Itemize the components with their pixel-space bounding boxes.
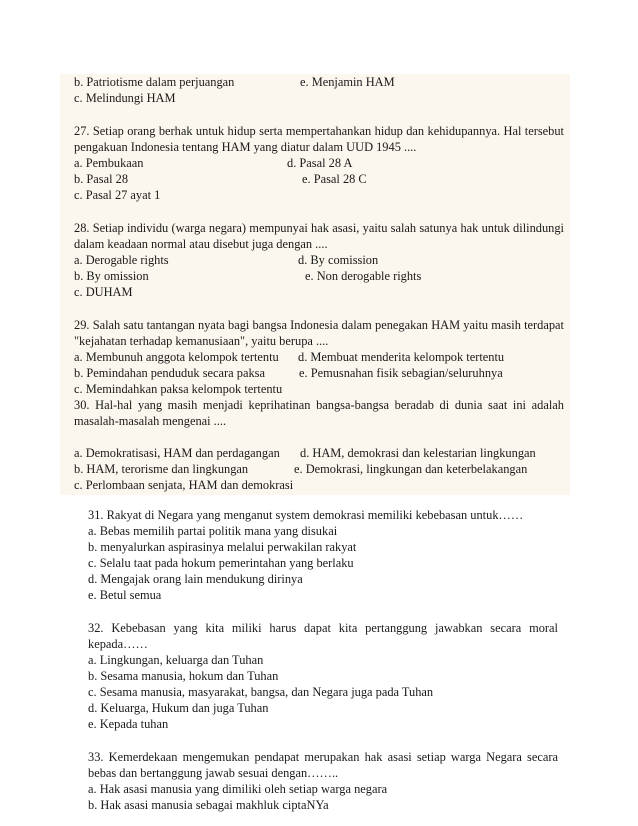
question-29 (60, 317, 570, 397)
option-row (60, 187, 570, 203)
option-row (60, 445, 570, 461)
option-d: d. Pasal 28 A (287, 156, 353, 170)
option-row (60, 365, 570, 381)
option-c: c. Selalu taat pada hokum pemerintahan yang berlaku (88, 556, 354, 570)
option-d: d. Membuat menderita kelompok tertentu (298, 350, 505, 364)
question-30 (60, 397, 570, 493)
option-b: b. Pemindahan penduduk secara paksa (74, 366, 265, 380)
spacer (88, 732, 564, 749)
option-e: e. Kepada tuhan (88, 717, 169, 731)
option-a: a. Pembukaan (74, 156, 144, 170)
option-row (60, 477, 570, 493)
option-c: c. Sesama manusia, masyarakat, bangsa, dan Negara juga pada Tuhan (88, 685, 434, 699)
question-31 (88, 507, 564, 603)
option-row (60, 252, 570, 268)
option-e: e. Pasal 28 C (302, 172, 367, 186)
spacer (88, 495, 564, 507)
question-text: 28. Setiap individu (warga negara) mempunyai hak asasi, yaitu salah satunya hak untuk dilindungi dalam keadaan normal atau disebut juga dengan .... (74, 221, 564, 251)
option-b: b. Pasal 28 (74, 172, 129, 186)
document-page (60, 74, 570, 813)
option-row (60, 268, 570, 284)
option-row (60, 90, 570, 106)
option-c: c. Memindahkan paksa kelompok tertentu (74, 382, 283, 396)
option-b: b. Hak asasi manusia sebagai makhluk ciptaNYa (88, 798, 329, 812)
option-row (60, 74, 570, 90)
spacer (60, 106, 570, 123)
spacer (60, 300, 570, 317)
spacer (60, 203, 570, 220)
option-c: c. DUHAM (74, 285, 133, 299)
option-d: d. Mengajak orang lain mendukung dirinya (88, 572, 303, 586)
question-33 (88, 749, 564, 813)
question-32 (88, 620, 564, 732)
option-row (60, 461, 570, 477)
option-row (60, 171, 570, 187)
question-28 (60, 220, 570, 300)
option-row (60, 349, 570, 365)
option-d: d. Keluarga, Hukum dan juga Tuhan (88, 701, 269, 715)
option-row (60, 155, 570, 171)
option-e: e. Betul semua (88, 588, 162, 602)
question-text: 30. Hal-hal yang masih menjadi keprihatinan bangsa-bangsa beradab di dunia saat ini adalah masalah-masalah mengenai .... (74, 398, 564, 428)
option-c: c. Melindungi HAM (74, 91, 176, 105)
option-e: e. Demokrasi, lingkungan dan keterbelakangan (294, 462, 528, 476)
spacer (60, 429, 570, 445)
option-b: b. By omission (74, 269, 149, 283)
option-c: c. Perlombaan senjata, HAM dan demokrasi (74, 478, 294, 492)
option-a: a. Hak asasi manusia yang dimiliki oleh setiap warga negara (88, 782, 388, 796)
question-text: 29. Salah satu tantangan nyata bagi bangsa Indonesia dalam penegakan HAM yaitu masih terdapat "kejahatan terhadap kemanusiaan", yaitu berupa .... (74, 318, 564, 348)
question-26-options (60, 74, 570, 106)
shaded-question-section (60, 74, 570, 495)
option-a: a. Derogable rights (74, 253, 169, 267)
plain-question-section (60, 495, 570, 813)
option-a: a. Demokratisasi, HAM dan perdagangan (74, 446, 280, 460)
option-b: b. Sesama manusia, hokum dan Tuhan (88, 669, 279, 683)
option-a: a. Bebas memilih partai politik mana yang disukai (88, 524, 338, 538)
option-e: e. Non derogable rights (305, 269, 422, 283)
question-text: 32. Kebebasan yang kita miliki harus dapat kita pertanggung jawabkan secara moral kepada…… (88, 621, 558, 651)
option-row (60, 284, 570, 300)
option-d: d. By comission (298, 253, 379, 267)
option-b: b. Patriotisme dalam perjuangan (74, 75, 235, 89)
option-b: b. menyalurkan aspirasinya melalui perwakilan rakyat (88, 540, 357, 554)
spacer (88, 603, 564, 620)
option-c: c. Pasal 27 ayat 1 (74, 188, 161, 202)
question-27 (60, 123, 570, 203)
question-text: 31. Rakyat di Negara yang menganut system demokrasi memiliki kebebasan untuk…… (88, 508, 524, 522)
option-e: e. Menjamin HAM (300, 75, 395, 89)
option-row (60, 381, 570, 397)
question-text: 27. Setiap orang berhak untuk hidup serta mempertahankan hidup dan kehidupannya. Hal tersebut pengakuan Indonesia tentang HAM yang diatur dalam UUD 1945 .... (74, 124, 564, 154)
option-a: a. Lingkungan, keluarga dan Tuhan (88, 653, 264, 667)
option-e: e. Pemusnahan fisik sebagian/seluruhnya (299, 366, 503, 380)
option-b: b. HAM, terorisme dan lingkungan (74, 462, 249, 476)
question-text: 33. Kemerdekaan mengemukan pendapat merupakan hak asasi setiap warga Negara secara bebas dan bertanggung jawab sesuai dengan…….. (88, 750, 558, 780)
option-a: a. Membunuh anggota kelompok tertentu (74, 350, 279, 364)
option-d: d. HAM, demokrasi dan kelestarian lingkungan (300, 446, 536, 460)
